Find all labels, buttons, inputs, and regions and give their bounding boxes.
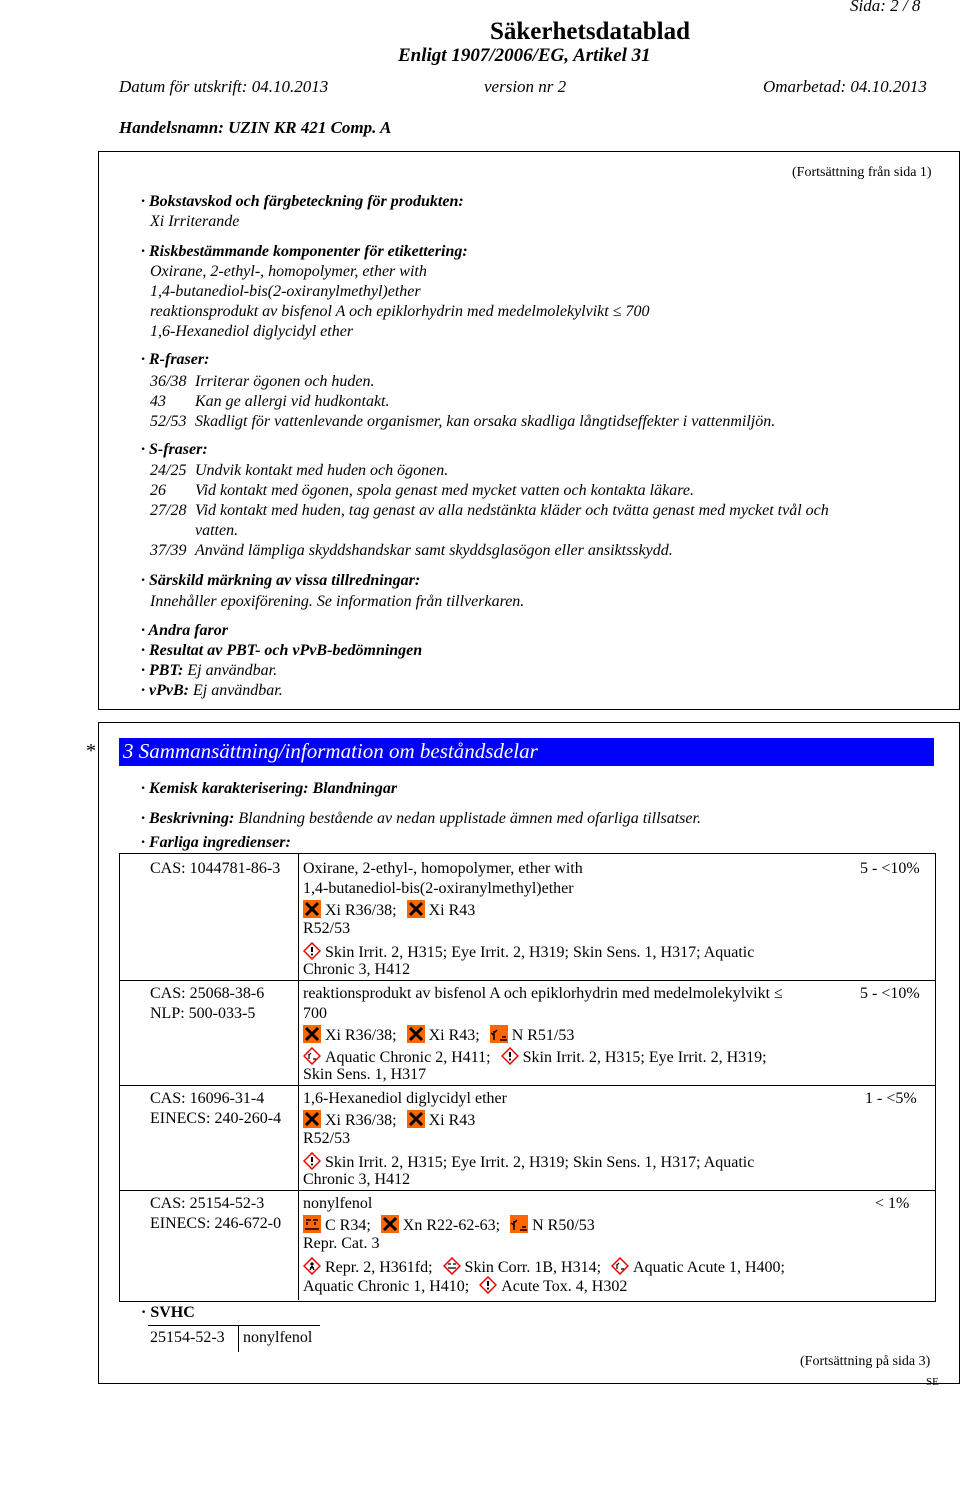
x-cross-icon — [407, 900, 425, 918]
ingredient-r-line2: Repr. Cat. 3 — [303, 1235, 380, 1252]
description-value: Blandning bestående av nedan upplistade ämnen med ofarliga tillsatser. — [238, 810, 701, 827]
r-classification: Xi R43 — [428, 1112, 476, 1129]
s-phrases-label: · S-fraser: — [141, 441, 208, 458]
description-row — [141, 810, 701, 828]
ingredient-r-line — [303, 1110, 475, 1130]
ingredient-clp — [303, 1257, 785, 1277]
clp-classification: Aquatic Chronic 1, H410; — [303, 1278, 470, 1295]
s-phrase-text: Använd lämpliga skyddshandskar samt skyddsglasögon eller ansiktsskydd. — [195, 542, 673, 559]
r-classification: Xi R36/38; — [325, 1027, 397, 1044]
s-phrase-text: Undvik kontakt med huden och ögonen. — [195, 462, 449, 479]
ingredient-concentration: 5 - <10% — [860, 860, 920, 877]
x-cross-icon — [381, 1215, 399, 1233]
ingredient-id: NLP: 500-033-5 — [150, 1005, 256, 1022]
ingredient-name: 700 — [303, 1005, 327, 1022]
letter-code-label: · Bokstavskod och färgbeteckning för produkten: — [141, 193, 464, 210]
ingredient-id: CAS: 25068-38-6 — [150, 985, 265, 1002]
svhc-divider — [238, 1325, 239, 1352]
pbt-row — [141, 662, 277, 680]
ingredient-clp2: Chronic 3, H412 — [303, 1171, 411, 1188]
s-phrase-code: 37/39 — [150, 542, 187, 559]
vpvb-value: Ej användbar. — [192, 682, 283, 699]
pbt-value: Ej användbar. — [187, 662, 278, 679]
corrosion-ghs-icon — [443, 1257, 461, 1275]
environment-icon — [510, 1215, 528, 1233]
ingredient-clp — [303, 1152, 754, 1172]
ingredient-r-line — [303, 900, 475, 920]
section3-title-bar — [119, 738, 934, 766]
r-phrase-text: Skadligt för vattenlevande organismer, kan orsaka skadliga långtidseffekter i vattenmiljön. — [195, 413, 776, 430]
s-phrase-text-cont: vatten. — [195, 522, 239, 539]
hazard-component: 1,4-butanediol-bis(2-oxiranylmethyl)ether — [150, 283, 421, 300]
clp-classification: Repr. 2, H361fd; — [325, 1259, 433, 1276]
r-classification: Xi R43; — [428, 1027, 480, 1044]
ingredient-concentration: < 1% — [875, 1195, 910, 1212]
r-phrase-text: Irriterar ögonen och huden. — [195, 373, 375, 390]
exclamation-icon — [303, 942, 321, 960]
r-classification: Xn R22-62-63; — [402, 1217, 501, 1234]
r-phrase-text: Kan ge allergi vid hudkontakt. — [195, 393, 390, 410]
clp-classification: Skin Irrit. 2, H315; Eye Irrit. 2, H319; — [522, 1049, 767, 1066]
r-classification: Xi R43 — [428, 902, 476, 919]
x-cross-icon — [303, 1025, 321, 1043]
s-phrase-code: 27/28 — [150, 502, 187, 519]
page-number: Sida: 2 / 8 — [850, 0, 921, 15]
ingredient-clp — [303, 1047, 767, 1067]
ingredient-r-line2: R52/53 — [303, 1130, 351, 1147]
r-phrases-label: · R-fraser: — [141, 351, 210, 368]
language-code: SE — [926, 1376, 939, 1388]
trade-name: Handelsnamn: UZIN KR 421 Comp. A — [119, 118, 392, 137]
chem-char-label: · Kemisk karakterisering: Blandningar — [141, 780, 398, 797]
version-number: version nr 2 — [484, 77, 567, 96]
clp-classification: Skin Irrit. 2, H315; Eye Irrit. 2, H319; Skin Sens. 1, H317; Aquatic — [325, 944, 755, 961]
ingredient-name: Oxirane, 2-ethyl-, homopolymer, ether with — [303, 860, 583, 877]
r-classification: N R51/53 — [511, 1027, 575, 1044]
table-row-divider — [119, 1085, 935, 1086]
s-phrase-text: Vid kontakt med huden, tag genast av alla nedstänkta kläder och tvätta genast med mycket tvål och — [195, 502, 829, 519]
environment-ghs-icon — [611, 1257, 629, 1275]
document-subtitle: Enligt 1907/2006/EG, Artikel 31 — [398, 45, 651, 66]
ingredient-id: EINECS: 240-260-4 — [150, 1110, 282, 1127]
clp-classification: Aquatic Chronic 2, H411; — [325, 1049, 491, 1066]
r-phrase-code: 36/38 — [150, 373, 187, 390]
table-divider — [298, 853, 299, 1300]
health-hazard-icon — [303, 1257, 321, 1275]
x-cross-icon — [303, 900, 321, 918]
r-phrase-code: 43 — [150, 393, 166, 410]
hazard-component: reaktionsprodukt av bisfenol A och epiklorhydrin med medelmolekylvikt ≤ 700 — [150, 303, 650, 320]
print-date: Datum för utskrift: 04.10.2013 — [119, 77, 329, 96]
hazard-components-label: · Riskbestämmande komponenter för etikettering: — [141, 243, 468, 260]
hazard-component: 1,6-Hexanediol diglycidyl ether — [150, 323, 354, 340]
svhc-cas: 25154-52-3 — [150, 1329, 225, 1346]
pbt-label: · PBT: — [141, 662, 184, 679]
r-phrase-code: 52/53 — [150, 413, 187, 430]
exclamation-icon — [479, 1276, 497, 1294]
description-label: · Beskrivning: — [141, 810, 235, 827]
r-classification: N R50/53 — [532, 1217, 595, 1234]
pbt-result-label: · Resultat av PBT- och vPvB-bedömningen — [141, 642, 423, 659]
ingredient-id: EINECS: 246-672-0 — [150, 1215, 282, 1232]
r-classification: Xi R36/38; — [325, 902, 397, 919]
s-phrase-text: Vid kontakt med ögonen, spola genast med mycket vatten och kontakta läkare. — [195, 482, 694, 499]
table-row-divider — [119, 980, 935, 981]
ingredient-r-line — [303, 1025, 574, 1045]
document-title: Säkerhetsdatablad — [490, 18, 691, 45]
r-classification: C R34; — [325, 1217, 371, 1234]
vpvb-row — [141, 682, 283, 700]
environment-icon — [490, 1025, 508, 1043]
table-row-divider — [119, 1190, 935, 1191]
clp-classification: Aquatic Acute 1, H400; — [633, 1259, 785, 1276]
continued-to: (Fortsättning på sida 3) — [800, 1354, 931, 1369]
ingredient-name: 1,4-butanediol-bis(2-oxiranylmethyl)ether — [303, 880, 574, 897]
clp-classification: Acute Tox. 4, H302 — [501, 1278, 628, 1295]
ingredient-concentration: 5 - <10% — [860, 985, 920, 1002]
s-phrase-code: 24/25 — [150, 462, 187, 479]
svhc-name: nonylfenol — [243, 1329, 313, 1346]
ingredient-id: CAS: 1044781-86-3 — [150, 860, 281, 877]
ingredient-r-line — [303, 1215, 595, 1235]
revision-date: Omarbetad: 04.10.2013 — [763, 77, 927, 96]
r-classification: Xi R36/38; — [325, 1112, 397, 1129]
exclamation-icon — [501, 1047, 519, 1065]
change-marker: * — [86, 740, 96, 762]
ingredient-clp2: Skin Sens. 1, H317 — [303, 1066, 427, 1083]
s-phrase-code: 26 — [150, 482, 166, 499]
ingredient-r-line2: R52/53 — [303, 920, 351, 937]
corrosive-icon — [303, 1215, 321, 1233]
exclamation-icon — [303, 1152, 321, 1170]
environment-ghs-icon — [303, 1047, 321, 1065]
clp-classification: Skin Irrit. 2, H315; Eye Irrit. 2, H319; Skin Sens. 1, H317; Aquatic — [325, 1154, 755, 1171]
ingredients-label: · Farliga ingredienser: — [141, 834, 291, 851]
special-labelling-value: Innehåller epoxiförening. Se information från tillverkaren. — [150, 593, 525, 610]
x-cross-icon — [303, 1110, 321, 1128]
ingredient-clp — [303, 942, 754, 962]
ingredient-clp2 — [303, 1276, 627, 1296]
ingredient-name: reaktionsprodukt av bisfenol A och epiklorhydrin med medelmolekylvikt ≤ — [303, 985, 783, 1002]
ingredient-name: 1,6-Hexanediol diglycidyl ether — [303, 1090, 507, 1107]
ingredient-name: nonylfenol — [303, 1195, 373, 1212]
ingredient-concentration: 1 - <5% — [865, 1090, 917, 1107]
letter-code-value: Xi Irriterande — [150, 213, 240, 230]
x-cross-icon — [407, 1025, 425, 1043]
x-cross-icon — [407, 1110, 425, 1128]
ingredient-id: CAS: 16096-31-4 — [150, 1090, 265, 1107]
ingredient-id: CAS: 25154-52-3 — [150, 1195, 265, 1212]
section3-title: 3 Sammansättning/information om beståndsdelar — [123, 739, 538, 763]
clp-classification: Skin Corr. 1B, H314; — [464, 1259, 602, 1276]
other-hazards-label: · Andra faror — [141, 622, 228, 639]
ingredient-clp2: Chronic 3, H412 — [303, 961, 411, 978]
continued-from: (Fortsättning från sida 1) — [792, 165, 932, 180]
vpvb-label: · vPvB: — [141, 682, 189, 699]
special-labelling-label: · Särskild märkning av vissa tillredningar: — [141, 572, 421, 589]
svhc-label: · SVHC — [141, 1304, 195, 1321]
hazard-component: Oxirane, 2-ethyl-, homopolymer, ether with — [150, 263, 427, 280]
